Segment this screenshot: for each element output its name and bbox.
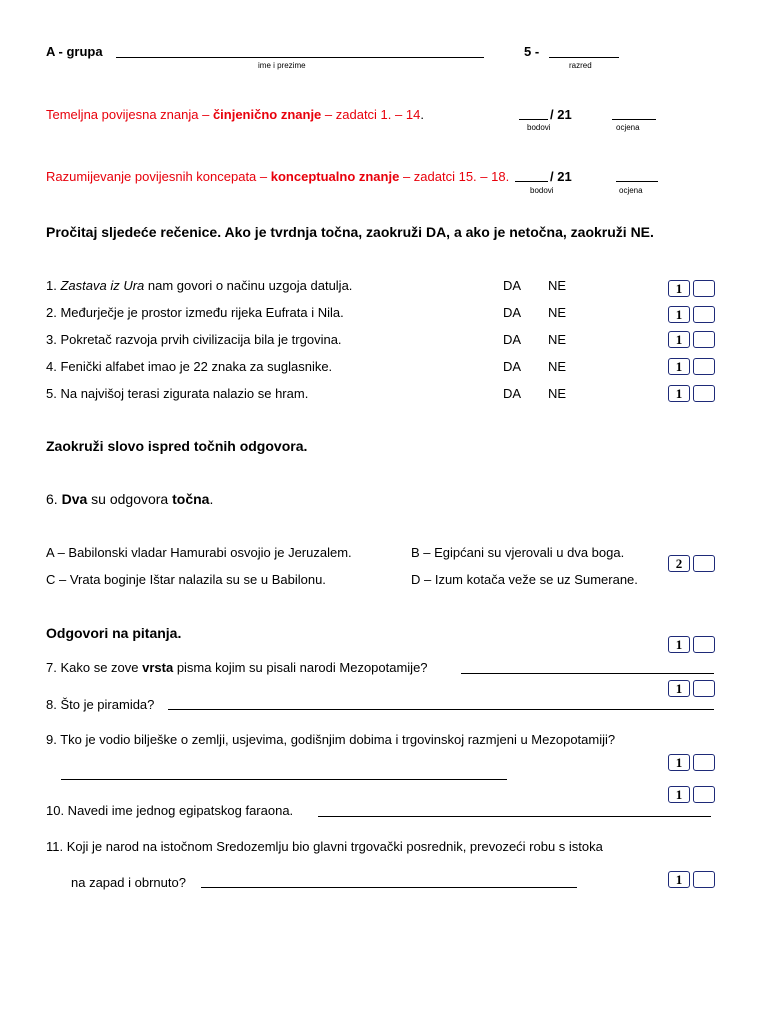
- question-7-post: pisma kojim su pisali narodi Mezopotamije?: [173, 660, 428, 675]
- statement-2-text: Međurječje je prostor između rijeka Eufrata i Nila.: [60, 305, 344, 320]
- points-caption-conceptual: bodovi: [530, 186, 554, 195]
- score-line-factual-bold: činjenično znanje: [212, 107, 322, 122]
- statement-3-number: 3.: [46, 332, 61, 347]
- grade-field-conceptual[interactable]: [616, 181, 658, 182]
- answer-no-2[interactable]: NE: [548, 305, 567, 320]
- section3-instruction: Odgovori na pitanja.: [46, 625, 182, 641]
- points-value-3: 1: [668, 331, 690, 348]
- points-caption-factual: bodovi: [527, 123, 551, 132]
- grade-caption-conceptual: ocjena: [619, 186, 643, 195]
- statement-2: [46, 305, 344, 320]
- points-box-11: [668, 871, 715, 888]
- points-earned-5[interactable]: [693, 385, 715, 402]
- statement-1-italic: Zastava iz Ura: [60, 278, 145, 293]
- answer-no-4[interactable]: NE: [548, 359, 567, 374]
- points-value-11: 1: [668, 871, 690, 888]
- question-7: [46, 660, 428, 675]
- points-earned-7[interactable]: [693, 636, 715, 653]
- answer-line-8[interactable]: [168, 709, 714, 710]
- points-field-factual[interactable]: [519, 119, 548, 120]
- points-box-7: [668, 636, 715, 653]
- question-7-bold: vrsta: [142, 660, 174, 675]
- answer-no-5[interactable]: NE: [548, 386, 567, 401]
- question-6-end: .: [209, 491, 214, 507]
- points-box-4: [668, 358, 715, 375]
- question-9: 9. Tko je vodio bilješke o zemlji, usjevima, godišnjim dobima i trgovinskoj razmjeni u Mezopotamiji?: [46, 732, 616, 747]
- answer-yes-3[interactable]: DA: [503, 332, 522, 347]
- score-line-factual-end: .: [420, 107, 424, 122]
- points-value-8: 1: [668, 680, 690, 697]
- statement-3-text: Pokretač razvoja prvih civilizacija bila je trgovina.: [60, 332, 342, 347]
- answer-no-1[interactable]: NE: [548, 278, 567, 293]
- points-total-factual: / 21: [550, 107, 572, 122]
- points-value-9: 1: [668, 754, 690, 771]
- question-6-number: 6.: [46, 491, 62, 507]
- question-11-line1: 11. Koji je narod na istočnom Sredozemlju bio glavni trgovački posrednik, prevozeći robu s istoka: [46, 839, 603, 854]
- points-box-1: [668, 280, 715, 297]
- question-10: 10. Navedi ime jednog egipatskog faraona.: [46, 803, 294, 818]
- class-number: 5 -: [524, 44, 540, 59]
- points-value-5: 1: [668, 385, 690, 402]
- points-earned-4[interactable]: [693, 358, 715, 375]
- points-box-2: [668, 306, 715, 323]
- answer-yes-4[interactable]: DA: [503, 359, 522, 374]
- answer-yes-1[interactable]: DA: [503, 278, 522, 293]
- statement-1: [46, 278, 352, 293]
- points-value-10: 1: [668, 786, 690, 803]
- points-value-4: 1: [668, 358, 690, 375]
- points-earned-9[interactable]: [693, 754, 715, 771]
- answer-yes-5[interactable]: DA: [503, 386, 522, 401]
- question-6-bold2: točna: [172, 491, 210, 507]
- option-d[interactable]: D – Izum kotača veže se uz Sumerane.: [411, 572, 638, 587]
- points-earned-10[interactable]: [693, 786, 715, 803]
- points-earned-2[interactable]: [693, 306, 715, 323]
- points-box-6: [668, 555, 715, 572]
- grade-field-factual[interactable]: [612, 119, 656, 120]
- section1-instruction: Pročitaj sljedeće rečenice. Ako je tvrdnja točna, zaokruži DA, a ako je netočna, zaokruži NE.: [46, 224, 654, 240]
- statement-5-number: 5.: [46, 386, 61, 401]
- class-field[interactable]: [549, 57, 619, 58]
- points-box-5: [668, 385, 715, 402]
- question-6-bold1: Dva: [61, 491, 88, 507]
- points-value-2: 1: [668, 306, 690, 323]
- question-6-mid: su odgovora: [87, 491, 173, 507]
- answer-yes-2[interactable]: DA: [503, 305, 522, 320]
- option-b[interactable]: B – Egipćani su vjerovali u dva boga.: [411, 545, 625, 560]
- points-earned-11[interactable]: [693, 871, 715, 888]
- statement-1-text: nam govori o načinu uzgoja datulja.: [144, 278, 353, 293]
- section2-instruction: Zaokruži slovo ispred točnih odgovora.: [46, 438, 308, 454]
- answer-no-3[interactable]: NE: [548, 332, 567, 347]
- option-a[interactable]: A – Babilonski vladar Hamurabi osvojio je Jeruzalem.: [46, 545, 352, 560]
- statement-5: [46, 386, 308, 401]
- score-line-conceptual: [46, 169, 509, 184]
- question-7-pre: 7. Kako se zove: [46, 660, 143, 675]
- score-line-conceptual-post: – zadatci 15. – 18.: [399, 169, 510, 184]
- score-line-factual-pre: Temeljna povijesna znanja –: [46, 107, 213, 122]
- points-box-3: [668, 331, 715, 348]
- score-line-factual: [46, 107, 424, 122]
- statement-4: [46, 359, 332, 374]
- group-label: A - grupa: [46, 44, 103, 59]
- name-caption: ime i prezime: [258, 61, 306, 70]
- points-total-conceptual: / 21: [550, 169, 572, 184]
- statement-4-number: 4.: [46, 359, 61, 374]
- points-earned-8[interactable]: [693, 680, 715, 697]
- answer-line-7[interactable]: [461, 673, 714, 674]
- question-6: [46, 491, 213, 507]
- points-box-8: [668, 680, 715, 697]
- statement-4-text: Fenički alfabet imao je 22 znaka za suglasnike.: [60, 359, 333, 374]
- points-value-1: 1: [668, 280, 690, 297]
- score-line-conceptual-pre: Razumijevanje povijesnih koncepata –: [46, 169, 271, 184]
- class-caption: razred: [569, 61, 592, 70]
- statement-3: [46, 332, 342, 347]
- score-line-conceptual-bold: konceptualno znanje: [270, 169, 400, 184]
- question-8: 8. Što je piramida?: [46, 697, 155, 712]
- points-earned-6[interactable]: [693, 555, 715, 572]
- answer-line-11[interactable]: [201, 887, 577, 888]
- grade-caption-factual: ocjena: [616, 123, 640, 132]
- answer-line-10[interactable]: [318, 816, 711, 817]
- points-value-7: 1: [668, 636, 690, 653]
- points-box-9: [668, 754, 715, 771]
- score-line-factual-post: – zadatci 1. – 14: [321, 107, 421, 122]
- points-earned-1[interactable]: [693, 280, 715, 297]
- points-box-10: [668, 786, 715, 803]
- statement-5-text: Na najvišoj terasi zigurata nalazio se hram.: [60, 386, 309, 401]
- option-c[interactable]: C – Vrata boginje Ištar nalazila su se u Babilonu.: [46, 572, 326, 587]
- question-11-line2: na zapad i obrnuto?: [71, 875, 186, 890]
- points-earned-3[interactable]: [693, 331, 715, 348]
- answer-line-9[interactable]: [61, 779, 507, 780]
- name-field[interactable]: [116, 57, 484, 58]
- statement-2-number: 2.: [46, 305, 61, 320]
- statement-1-number: 1.: [46, 278, 61, 293]
- points-field-conceptual[interactable]: [515, 181, 548, 182]
- points-value-6: 2: [668, 555, 690, 572]
